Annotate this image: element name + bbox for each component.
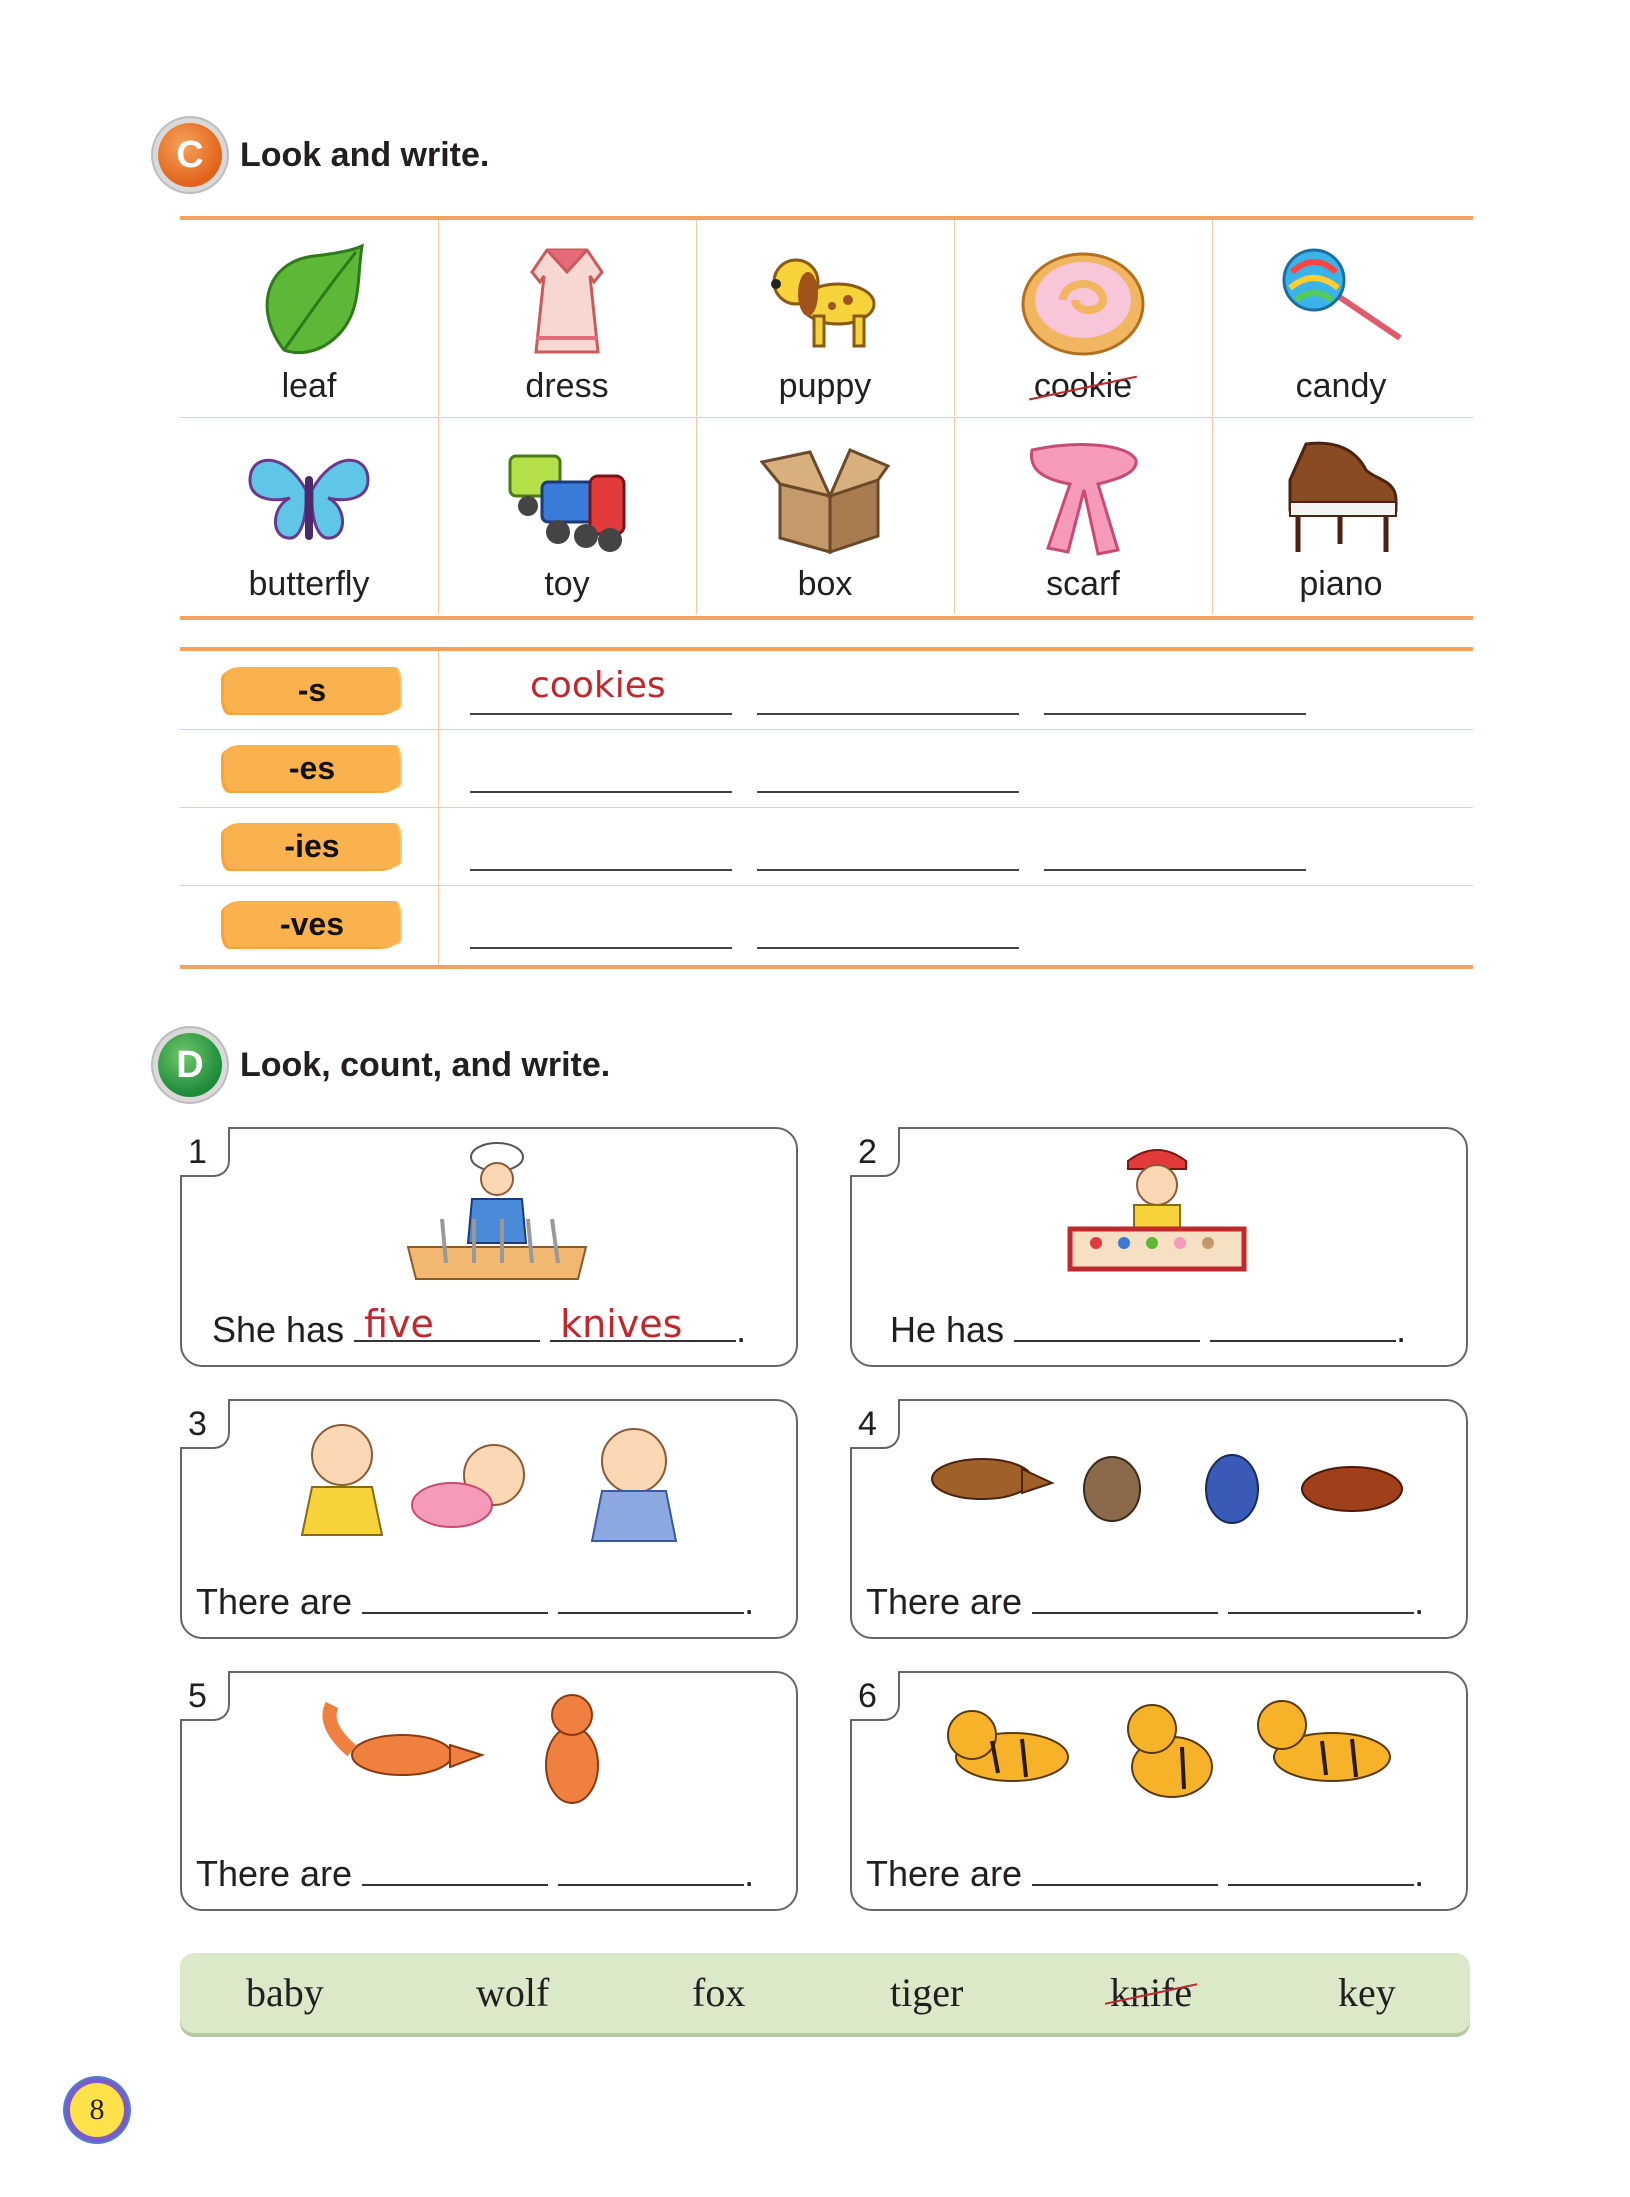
suffix-row-s (180, 651, 1473, 730)
suffix-label: -ves (279, 905, 345, 942)
bank-word-wolf: wolf (476, 1970, 550, 2015)
word-cell-cookie (954, 220, 1213, 416)
bank-word-key: key (1338, 1970, 1396, 2015)
section-c-badge: C (158, 123, 222, 187)
word-cell-box (696, 418, 955, 614)
bank-word-baby: baby (246, 1970, 324, 2015)
answer-blank[interactable] (1044, 713, 1306, 715)
suffix-row-es (180, 729, 1473, 808)
bank-word-knife-wrap (1110, 1969, 1192, 2016)
sentence-prefix: She has (212, 1309, 345, 1350)
item-number: 6 (858, 1677, 877, 1715)
answer-blank[interactable] (757, 791, 1019, 793)
answer-blank-count[interactable] (1014, 1312, 1200, 1342)
handwritten-answer: knives (560, 1302, 683, 1346)
sentence: There are . (196, 1581, 755, 1622)
foxes-icon (322, 1685, 662, 1825)
count-item-1 (180, 1127, 798, 1367)
section-c-title: Look and write. (240, 136, 490, 174)
answer-blank[interactable] (470, 713, 732, 715)
word-label: scarf (1046, 565, 1120, 603)
sentence-prefix: There are (196, 1581, 353, 1622)
sentence: There are . (866, 1853, 1425, 1894)
word-cell-toy (438, 418, 697, 614)
answer-blank-noun[interactable] (1228, 1856, 1414, 1886)
count-item-4 (850, 1399, 1468, 1639)
bank-word-tiger: tiger (890, 1970, 964, 2015)
toy-train-icon (502, 440, 632, 560)
count-item-6 (850, 1671, 1468, 1911)
suffix-label: -s (297, 671, 327, 708)
count-item-2 (850, 1127, 1468, 1367)
puppy-icon (760, 242, 890, 362)
word-label: puppy (778, 367, 872, 405)
word-bank (180, 1953, 1470, 2033)
word-label: leaf (281, 367, 337, 405)
wolves-icon (912, 1419, 1432, 1559)
word-label: piano (1299, 565, 1383, 603)
answer-blank[interactable] (470, 869, 732, 871)
answer-blank-noun[interactable] (558, 1856, 744, 1886)
answer-blank-noun[interactable] (1210, 1312, 1396, 1342)
answer-blank-count[interactable] (1032, 1584, 1218, 1614)
word-cell-leaf (180, 220, 439, 416)
sentence-prefix: He has (890, 1309, 1005, 1350)
answer-blank-count[interactable] (1032, 1856, 1218, 1886)
word-label: cookie (1033, 367, 1133, 405)
item-number: 3 (188, 1405, 207, 1443)
suffix-label: -ies (284, 827, 340, 864)
piano-icon (1276, 440, 1406, 560)
dress-icon (502, 242, 632, 362)
sentence-prefix: There are (866, 1581, 1023, 1622)
answer-blank-count[interactable] (362, 1856, 548, 1886)
sentence: There are . (196, 1853, 755, 1894)
handwritten-answer: cookies (530, 665, 666, 706)
sentence: He has . (890, 1309, 1407, 1350)
bank-word-fox: fox (692, 1970, 746, 2015)
answer-blank-noun[interactable] (558, 1584, 744, 1614)
butterfly-icon (244, 440, 374, 560)
word-cell-piano (1212, 418, 1470, 614)
section-d-badge: D (158, 1033, 222, 1097)
sentence: There are . (866, 1581, 1425, 1622)
count-item-3 (180, 1399, 798, 1639)
answer-blank[interactable] (757, 713, 1019, 715)
suffix-table (180, 647, 1473, 969)
answer-blank[interactable] (470, 791, 732, 793)
scarf-icon (1018, 440, 1148, 560)
tigers-icon (932, 1685, 1432, 1825)
word-label: candy (1295, 367, 1387, 405)
answer-blank[interactable] (757, 869, 1019, 871)
item-number: 1 (188, 1133, 207, 1171)
item-number: 5 (188, 1677, 207, 1715)
answer-blank-count[interactable] (354, 1302, 540, 1346)
answer-blank-noun[interactable] (550, 1302, 736, 1346)
handwritten-answer: five (364, 1302, 434, 1346)
word-label: dress (525, 367, 609, 405)
suffix-label: -es (288, 749, 336, 786)
word-label: box (797, 565, 853, 603)
sentence: She has five knives . (212, 1302, 747, 1350)
suffix-row-ies (180, 807, 1473, 886)
answer-blank[interactable] (757, 947, 1019, 949)
word-cell-candy (1212, 220, 1470, 416)
answer-blank[interactable] (1044, 869, 1306, 871)
sentence-prefix: There are (196, 1853, 353, 1894)
count-item-5 (180, 1671, 798, 1911)
box-icon (760, 440, 890, 560)
word-grid (180, 216, 1473, 620)
sentence-prefix: There are (866, 1853, 1023, 1894)
leaf-icon (244, 242, 374, 362)
answer-blank[interactable] (470, 947, 732, 949)
answer-blank-noun[interactable] (1228, 1584, 1414, 1614)
word-cell-dress (438, 220, 697, 416)
boy-keys-icon (1062, 1139, 1252, 1289)
item-number: 4 (858, 1405, 877, 1443)
word-cell-puppy (696, 220, 955, 416)
page-number: 8 (70, 2083, 124, 2137)
word-cell-scarf (954, 418, 1213, 614)
section-d-title: Look, count, and write. (240, 1046, 611, 1084)
chef-knives-icon (402, 1139, 592, 1289)
answer-blank-count[interactable] (362, 1584, 548, 1614)
word-cell-butterfly (180, 418, 439, 614)
candy-icon (1276, 242, 1406, 362)
word-label: toy (544, 565, 590, 603)
cookie-icon (1018, 242, 1148, 362)
item-number: 2 (858, 1133, 877, 1171)
bank-word-knife: knife (1110, 1970, 1193, 2015)
suffix-row-ves (180, 885, 1473, 963)
babies-icon (272, 1411, 712, 1561)
word-label: butterfly (248, 565, 370, 603)
